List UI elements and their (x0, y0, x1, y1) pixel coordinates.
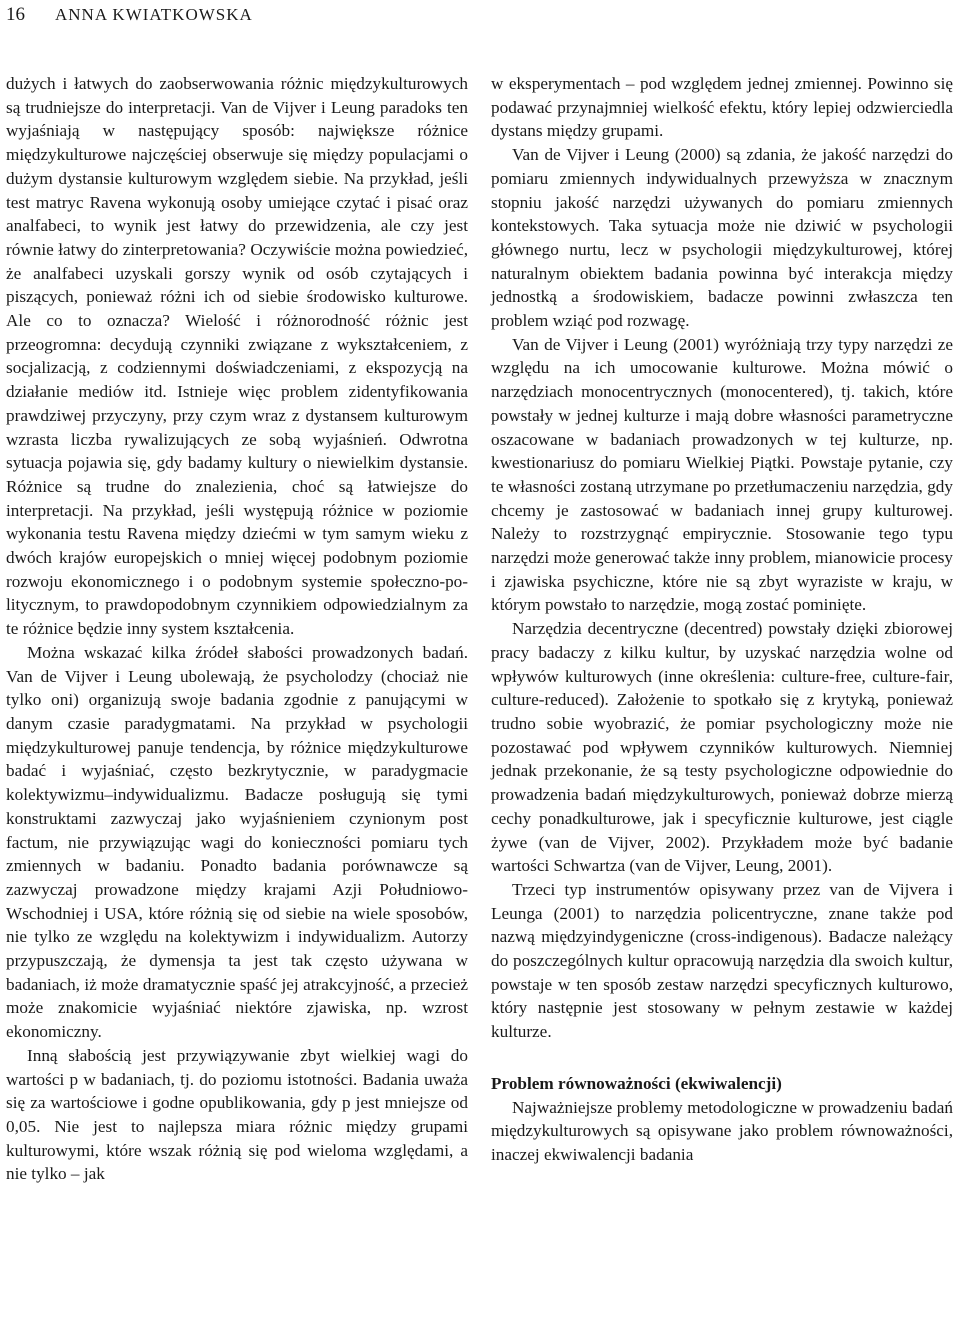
paragraph: dużych i łatwych do zaobserwowania różnic międzykulturowych są trudniejsze do interpretacji. Van de Vijver i Leung paradoks ten wyjaśniają w następujący sposób: największe różnice międzykulturowe najczęściej obserwuje się między populacjami o dużym dystansie kulturowym względem siebie. Na przykład, jeśli test matryc Ravena wykonują osoby umiejące czytać i pisać oraz analfabeci, to wynik jest łatwy do przewidzenia, ale czy jest równie łatwy do zinterpretowania? Oczywiście można powiedzieć, że analfabeci uzyskali gorszy wynik od osób czytających i piszących, ponieważ różni ich od siebie środowisko kulturowe. Ale co to oznacza? Wielość i różnorodność różnic jest przeogromna: decydują czynniki związane z wykształceniem, z socjalizacją, z codziennymi doświadczeniami, z ekspozycją na działanie mediów itd. Istnieje więc problem zidentyfikowania prawdziwej przyczyny, przy czym wraz z dystansem kulturowym wzrasta liczba rywalizujących ze sobą wyjaśnień. Odwrotna sytuacja pojawia się, gdy badamy kultury o niewielkim dystansie. Różnice są trudne do znalezienia, choć są łatwiejsze do interpretacji. Na przykład, jeśli występują różnice w poziomie wykonania testu Ravena między dziećmi w tym samym wieku z dwóch krajów europejskich o mniej więcej podobnym poziomie rozwoju ekonomicznego i o podobnym systemie społeczno-politycznym, to prawdopodobnym czynnikiem odpowiedzialnym za te różnice będzie inny system kształcenia. (6, 74, 468, 639)
paragraph: Van de Vijver i Leung (2000) są zdania, że jakość narzędzi do pomiaru zmiennych indywidualnych przewyższa w znacznym stopniu jakość narzędzi używanych do pomiaru zmiennych kontekstowych. Taka sytuacja może nie dziwić w psychologii głównego nurtu, lecz w psychologii międzykulturowej, której naturalnym obiektem badania powinna być interakcja między jednostką a środowiskiem, badacze powinni zwłaszcza ten problem wziąć pod rozwagę. (491, 145, 953, 331)
page-number: 16 (6, 4, 25, 25)
paragraph: Inną słabością jest przywiązywanie zbyt wielkiej wagi do wartości p w badaniach, tj. do poziomu istotności. Badania uważa się za wartościowe i godne opublikowania, gdy p jest mniejsze od 0,05. Nie jest to najlepsza miara różnic między grupami kulturowymi, które wszak różnią się pod wieloma względami, a nie tylko – jak (6, 1045, 468, 1184)
paragraph: w eksperymentach – pod względem jednej zmiennej. Powinno się podawać przynajmniej wielkość efektu, który lepiej odzwierciedla dystans między grupami. (491, 74, 953, 141)
left-column (6, 72, 468, 1186)
paragraph: Van de Vijver i Leung (2001) wyróżniają trzy typy narzędzi ze względu na ich umocowanie kulturowe. Można mówić o narzędziach monocentrycznych (monocentered), tj. takich, które powstały w jednej kulturze i mają dobre własności parametryczne oszacowane w badaniach prowadzonych w tej kulturze, np. kwestionariusz do pomiaru Wielkiej Piątki. Powstaje pytanie, czy te własności zostaną utrzymane po przetłumaczeniu narzędzia, gdy chcemy je zastosować w badaniach innej grupy kulturowej. Należy to rozstrzygnąć empirycznie. Stosowanie tego typu narzędzi może generować także inny problem, mianowicie procesy i zjawiska psychiczne, które nie są zbyt wyraziste w kraju, w którym powstało to narzędzie, mogą zostać pominięte. (491, 334, 953, 615)
paragraph: Trzeci typ instrumentów opisywany przez van de Vijvera i Leunga (2001) to narzędzia policentryczne, znane także pod nazwą międzyindygeniczne (cross-indigenous). Badacze należący do poszczególnych kultur opracowują narzędzia dla swoich kultur, powstaje w ten sposób zestaw narzędzi specyficznych kulturowo, który następnie jest stosowany w pełnym zestawie w każdej kulturze. (491, 879, 953, 1042)
running-head-author: ANNA KWIATKOWSKA (55, 5, 253, 24)
right-column (491, 72, 953, 1167)
paragraph: Można wskazać kilka źródeł słabości prowadzonych badań. Van de Vijver i Leung ubolewają, że psycholodzy (chociaż nie tylko oni) organizują swoje badania zgodnie z panującymi w danym czasie paradygmatami. Na przykład w psychologii międzykulturowej panuje tendencja, by różnice międzykulturowe badać i wyjaśniać, często bezkrytycznie, w paradygmacie kolektywizmu–indywidualizmu. Badacze posługują się tymi konstruktami zazwyczaj jako wyjaśnieniem czynionym post factum, nie przywiązując wagi do konieczności pomiaru tych zmiennych w badaniu. Ponadto badania porównawcze są zazwyczaj prowadzone między krajami Azji Południowo-Wschodniej i USA, które różnią się od siebie na wiele sposobów, nie tylko ze względu na kolektywizm i indywidualizm. Autorzy przypuszczają, że dymensja ta jest tak często używana w badaniach, iż może dramatycznie spaść jej atrakcyjność, a przecież może znakomicie wyjaśniać niektóre zjawiska, np. wzrost ekonomiczny. (6, 642, 468, 1042)
paragraph: Narzędzia decentryczne (decentred) powstały dzięki zbiorowej pracy badaczy z kilku kultur, by uzyskać narzędzia wolne od wpływów kulturowych (inne określenia: culture-free, culture-fair, culture-reduced). Założenie to spotkało się z krytyką, ponieważ trudno sobie wyobrazić, że pomiar psychologiczny może nie pozostawać pod wpływem czynników kulturowych. Niemniej jednak przekonanie, że są testy psychologiczne odpowiednie do prowadzenia badań międzykulturowych, ponieważ dobrze mierzą cechy ponadkulturowe, jak i specyficznie kulturowe, jest ciągle żywe (van de Vijver, 2002). Przykładem może być badanie wartości Schwartza (van de Vijver, Leung, 2001). (491, 619, 953, 876)
paragraph: Najważniejsze problemy metodologiczne w prowadzeniu badań międzykulturowych są opisywane jako problem równoważności, inaczej ekwiwalencji badania (491, 1097, 953, 1164)
running-header (6, 0, 253, 30)
section-heading: Problem równoważności (ekwiwalencji) (491, 1073, 782, 1093)
